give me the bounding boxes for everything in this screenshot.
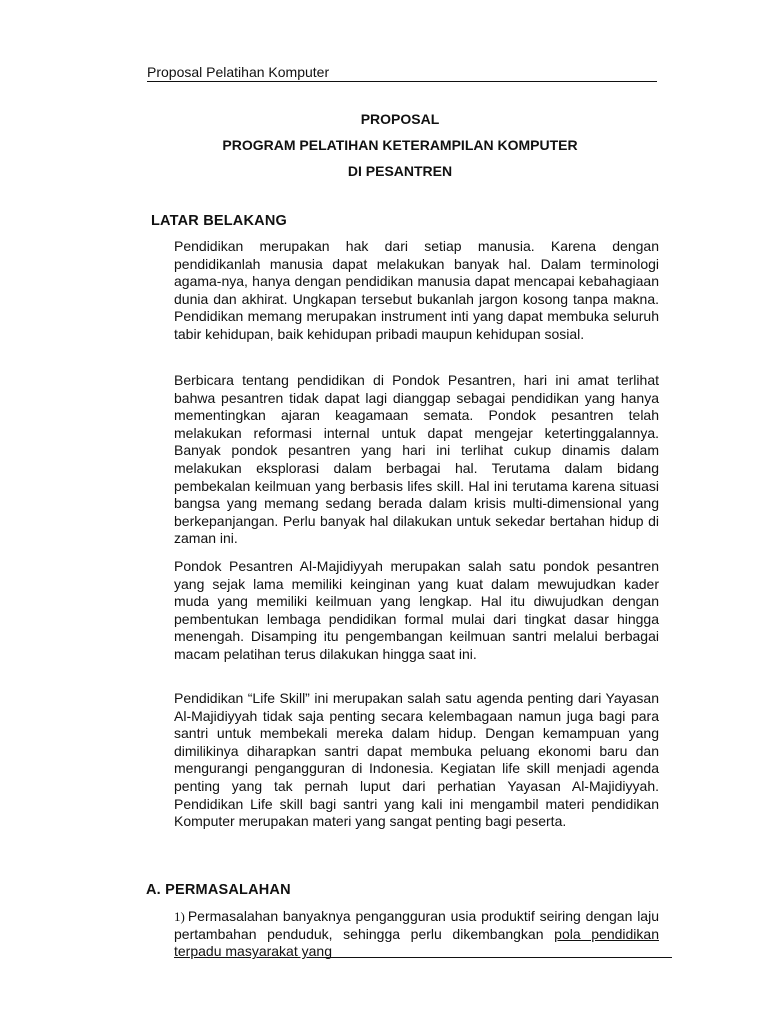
paragraph: Pendidikan merupakan hak dari setiap manusia. Karena dengan pendidikanlah manusia dapat melakukan banyak hal. Dalam terminologi agama-nya, hanya dengan pendidikan manusia dapat mencapai kebahagiaan dunia dan akhirat. Ungkapan tersebut bukanlah jargon kosong tanpa makna. Pendidikan memang merupakan instrument inti yang dapat membuka seluruh tabir kehidupan, baik kehidupan pribadi maupun kehidupan sosial. (174, 238, 659, 342)
list-item (174, 908, 659, 961)
section-heading-permasalahan: A. PERMASALAHAN (146, 882, 291, 898)
list-item-text: Permasalahan banyaknya pengangguran usia produktif seiring dengan laju pertambahan penduduk, sehingga perlu dikembangkan (174, 908, 659, 942)
paragraph: Pondok Pesantren Al-Majidiyyah merupakan salah satu pondok pesantren yang sejak lama memiliki keinginan yang kuat dalam mewujudkan kader muda yang memiliki keilmuan yang lengkap. Hal itu diwujudkan dengan pembentukan lembaga pendidikan formal mulai dari tingkat dasar hingga menengah. Disamping itu pengembangan keilmuan santri melalui berbagai macam pelatihan terus dilakukan hingga saat ini. (174, 558, 659, 662)
section-heading-latar-belakang: LATAR BELAKANG (151, 213, 287, 229)
program-title: PROGRAM PELATIHAN KETERAMPILAN KOMPUTER (222, 137, 578, 153)
list-item-underlined-text: pola pendidikan terpadu masyarakat yang (174, 925, 659, 960)
proposal-title: PROPOSAL (360, 111, 440, 127)
paragraph: Pendidikan “Life Skill” ini merupakan salah satu agenda penting dari Yayasan Al-Majidiyyah tidak saja penting secara kelembagaan namun juga bagi para santri untuk membekali mereka dalam hidup. Dengan kemampuan yang dimilikinya diharapkan santri dapat membuka peluang ekonomi baru dan mengurangi pengangguran di Indonesia. Kegiatan life skill menjadi agenda penting yang tak pernah luput dari perhatian Yayasan Al-Majidiyyah. Pendidikan Life skill bagi santri yang kali ini mengambil materi pendidikan Komputer merupakan materi yang sangat penting bagi peserta. (174, 690, 659, 830)
paragraph: Berbicara tentang pendidikan di Pondok Pesantren, hari ini amat terlihat bahwa pesantren tidak dapat lagi dianggap sebagai pendidikan yang hanya mementingkan ajaran keagamaan semata. Pondok pesantren telah melakukan reformasi internal untuk dapat mengejar ketertinggalannya. Banyak pondok pesantren yang hari ini terlihat cukup dinamis dalam melakukan eksplorasi dalam berbagai hal. Terutama dalam bidang pembekalan keilmuan yang berbasis lifes skill. Hal ini terutama karena situasi bangsa yang memang sedang berada dalam krisis multi-dimensional yang berkepanjangan. Perlu banyak hal dilakukan untuk sekedar bertahan hidup di zaman ini. (174, 372, 659, 547)
program-subtitle: DI PESANTREN (347, 163, 453, 179)
running-header: Proposal Pelatihan Komputer (147, 63, 657, 82)
underline-rule (320, 957, 672, 958)
list-item-number: 1) (174, 909, 185, 924)
